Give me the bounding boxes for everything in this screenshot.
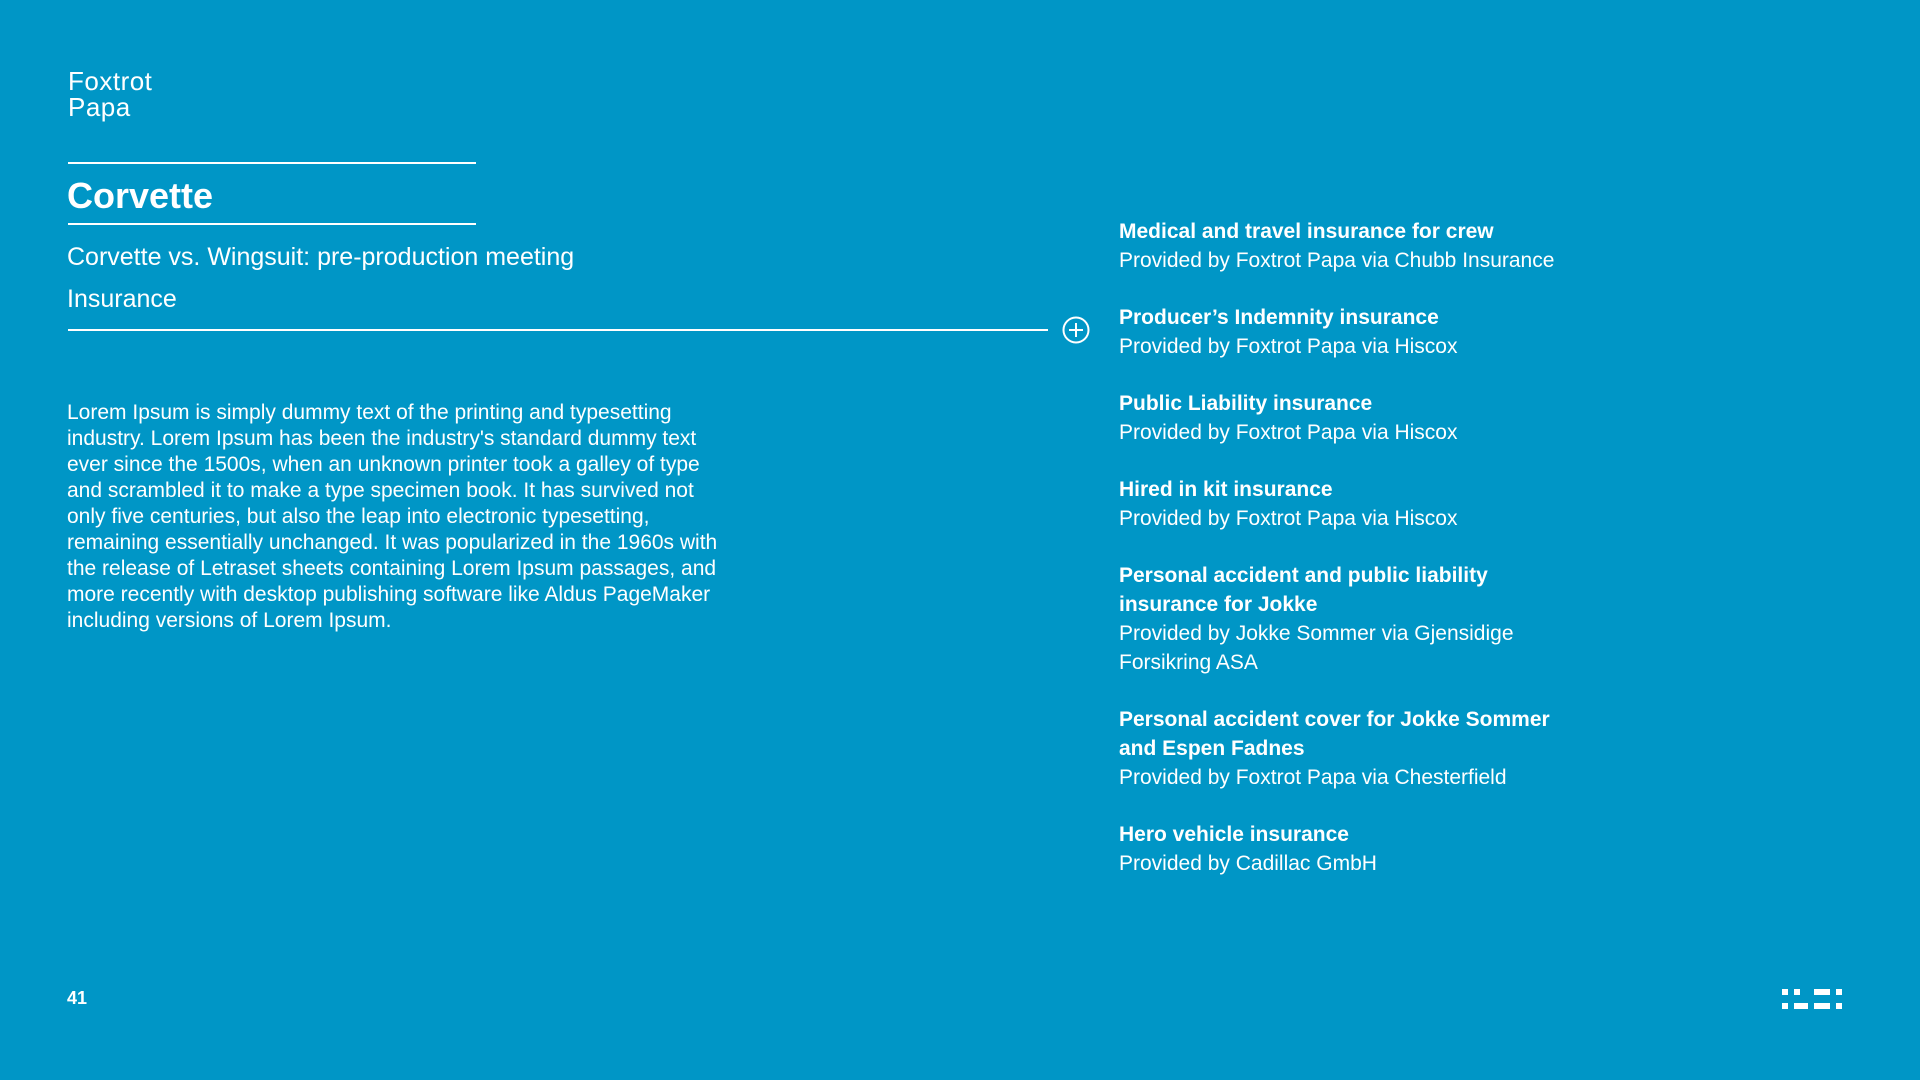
insurance-item bbox=[1119, 217, 1589, 275]
insurance-item bbox=[1119, 303, 1589, 361]
insurance-provider: Provided by Foxtrot Papa via Chubb Insurance bbox=[1119, 249, 1555, 272]
insurance-provider: Provided by Foxtrot Papa via Hiscox bbox=[1119, 421, 1458, 444]
page-subtitle: Corvette vs. Wingsuit: pre-production meeting bbox=[67, 243, 575, 271]
title-top-rule bbox=[68, 162, 476, 164]
insurance-title: Hero vehicle insurance bbox=[1119, 823, 1349, 846]
insurance-item bbox=[1119, 820, 1589, 878]
insurance-item bbox=[1119, 561, 1589, 677]
section-rule bbox=[68, 329, 1048, 331]
insurance-title: Personal accident cover for Jokke Sommer and Espen Fadnes bbox=[1119, 708, 1550, 760]
section-heading: Insurance bbox=[67, 285, 177, 313]
insurance-item bbox=[1119, 389, 1589, 447]
logo-line-2: Papa bbox=[68, 92, 131, 122]
insurance-list bbox=[1119, 217, 1589, 906]
insurance-provider: Provided by Cadillac GmbH bbox=[1119, 852, 1377, 875]
insurance-provider: Provided by Foxtrot Papa via Hiscox bbox=[1119, 335, 1458, 358]
insurance-item bbox=[1119, 475, 1589, 533]
page-title: Corvette bbox=[67, 175, 214, 216]
insurance-item bbox=[1119, 705, 1589, 792]
body-paragraph: Lorem Ipsum is simply dummy text of the printing and typesetting industry. Lorem Ipsum has been the industry's standard dummy text ever since the 1500s, when an unknown printer took a galley of type and scrambled it to make a type specimen book. It has survived not only five centuries, but also the leap into electronic typesetting, remaining essentially unchanged. It was popularized in the 1960s with the release of Letraset sheets containing Lorem Ipsum passages, and more recently with desktop publishing software like Aldus PageMaker including versions of Lorem Ipsum. bbox=[67, 401, 718, 632]
insurance-title: Hired in kit insurance bbox=[1119, 478, 1333, 501]
insurance-title: Public Liability insurance bbox=[1119, 392, 1373, 415]
page-number: 41 bbox=[67, 988, 88, 1008]
insurance-provider: Provided by Foxtrot Papa via Chesterfield bbox=[1119, 766, 1507, 789]
insurance-title: Producer’s Indemnity insurance bbox=[1119, 306, 1439, 329]
brand-mark-icon bbox=[1782, 989, 1850, 1011]
insurance-title: Medical and travel insurance for crew bbox=[1119, 220, 1494, 243]
logo bbox=[68, 68, 152, 120]
plus-circle-icon[interactable] bbox=[1062, 316, 1090, 344]
insurance-provider: Provided by Jokke Sommer via Gjensidige Forsikring ASA bbox=[1119, 622, 1514, 674]
title-bottom-rule bbox=[68, 223, 476, 225]
insurance-title: Personal accident and public liability insurance for Jokke bbox=[1119, 564, 1488, 616]
insurance-provider: Provided by Foxtrot Papa via Hiscox bbox=[1119, 507, 1458, 530]
logo-line-1: Foxtrot bbox=[68, 66, 153, 96]
